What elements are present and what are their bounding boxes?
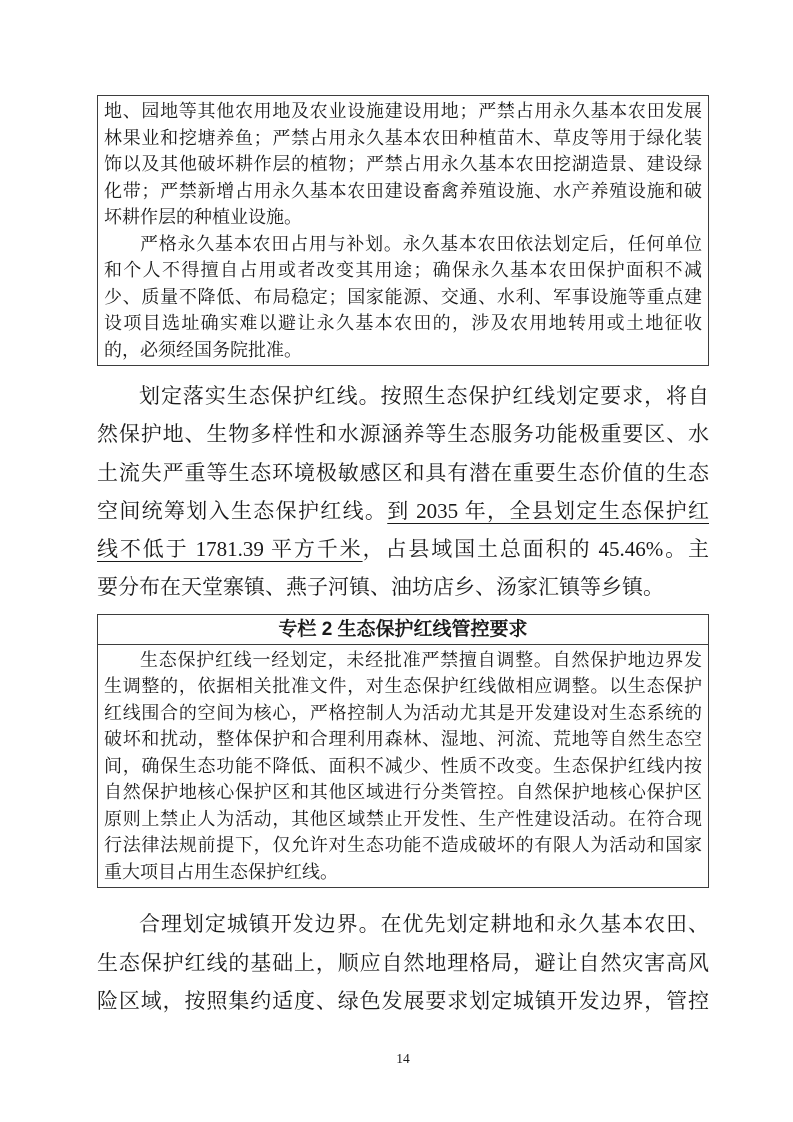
- text-segment: 间，确保生态功能不降低、面积不减少、性质不改变。生态保护红线内按: [104, 755, 702, 776]
- text-line: [104, 204, 702, 231]
- text-segment: 坏耕作层的种植业设施。: [104, 207, 302, 227]
- text-line: [97, 415, 709, 453]
- text-segment: 空间统筹划入生态保护红线。: [97, 498, 388, 523]
- eco-redline-control-box: [97, 614, 709, 889]
- text-line: [104, 284, 702, 311]
- text-line: [104, 806, 702, 833]
- underlined-text: 到 2035 年，全县划定生态保护红: [387, 498, 709, 523]
- text-segment: 和个人不得擅自占用或者改变其用途；确保永久基本农田保护面积不减: [104, 260, 702, 280]
- text-segment: 重大项目占用生态保护红线。: [104, 861, 338, 882]
- text-segment: 行法律法规前提下，仅允许对生态功能不造成破坏的有限人为活动和国家: [104, 835, 702, 856]
- text-segment: 要分布在天堂寨镇、燕子河镇、油坊店乡、汤家汇镇等乡镇。: [97, 575, 664, 600]
- text-line: [97, 944, 709, 982]
- text-segment: 红线围合的空间为核心，严格控制人为活动尤其是开发建设对生态系统的: [104, 702, 702, 723]
- text-segment: 林果业和挖塘养鱼；严禁占用永久基本农田种植苗木、草皮等用于绿化装: [104, 127, 702, 148]
- text-line: [104, 310, 702, 337]
- urban-boundary-paragraph: [97, 905, 709, 1020]
- box1-paragraph-2: [104, 231, 702, 364]
- text-line: [104, 231, 702, 258]
- text-segment: ，占县域国土总面积的 45.46%。主: [362, 537, 710, 562]
- text-segment: 土流失严重等生态环境极敏感区和具有潜在重要生态价值的生态: [97, 460, 709, 485]
- text-segment: 地、园地等其他农用地及农业设施建设用地；严禁占用永久基本农田发展: [104, 101, 702, 121]
- text-segment: 化带；严禁新增占用永久基本农田建设畜禽养殖设施、水产养殖设施和破: [104, 180, 702, 201]
- text-segment: 生态保护红线的基础上，顺应自然地理格局，避让自然灾害高风: [97, 950, 709, 975]
- text-line: [104, 753, 702, 780]
- text-segment: 饰以及其他破坏耕作层的植物；严禁占用永久基本农田挖湖造景、建设绿: [104, 154, 702, 174]
- text-line: [97, 982, 709, 1020]
- text-line: [104, 178, 702, 205]
- text-line: [104, 257, 702, 284]
- text-line: [97, 377, 709, 415]
- text-segment: 严格永久基本农田占用与补划。永久基本农田依法划定后，任何单位: [140, 233, 702, 254]
- box1-paragraph-1: [104, 98, 702, 231]
- box2-title: 专栏 2 生态保护红线管控要求: [98, 615, 708, 645]
- text-segment: 设项目选址确实难以避让永久基本农田的，涉及农用地转用或土地征收: [104, 313, 702, 333]
- text-line: [104, 726, 702, 753]
- text-segment: 险区域，按照集约适度、绿色发展要求划定城镇开发边界，管控: [97, 988, 709, 1013]
- text-line: [104, 779, 702, 806]
- underlined-text: 线不低于 1781.39 平方千米: [97, 537, 363, 562]
- text-segment: 自然保护地核心保护区和其他区域进行分类管控。自然保护地核心保护区: [104, 782, 702, 803]
- text-line: [104, 125, 702, 152]
- page-number: 14: [396, 1051, 410, 1067]
- text-line: [104, 673, 702, 700]
- text-line: [97, 454, 709, 492]
- text-segment: 的，必须经国务院批准。: [104, 339, 302, 360]
- text-line: [104, 700, 702, 727]
- text-line: [97, 492, 709, 530]
- text-segment: 生态保护红线一经划定，未经批准严禁擅自调整。自然保护地边界发: [140, 649, 702, 670]
- text-segment: 合理划定城镇开发边界。在优先划定耕地和永久基本农田、: [139, 912, 709, 937]
- text-line: [104, 832, 702, 859]
- permanent-farmland-rules-box: [97, 95, 709, 366]
- text-line: [104, 647, 702, 674]
- text-segment: 然保护地、生物多样性和水源涵养等生态服务功能极重要区、水: [97, 422, 709, 447]
- text-line: [104, 859, 702, 886]
- text-segment: 破坏和扰动，整体保护和合理利用森林、湿地、河流、荒地等自然生态空: [104, 729, 702, 750]
- box2-body: [98, 645, 708, 888]
- text-segment: 生调整的，依据相关批准文件，对生态保护红线做相应调整。以生态保护: [104, 676, 702, 697]
- text-line: [104, 151, 702, 178]
- text-line: [97, 530, 709, 568]
- text-line: [104, 337, 702, 364]
- text-line: [97, 905, 709, 943]
- text-line: [104, 98, 702, 125]
- text-segment: 原则上禁止人为活动，其他区域禁止开发性、生产性建设活动。在符合现: [104, 808, 702, 829]
- text-segment: 划定落实生态保护红线。按照生态保护红线划定要求，将自: [139, 384, 709, 408]
- eco-redline-paragraph: [97, 377, 709, 607]
- text-segment: 少、质量不降低、布局稳定；国家能源、交通、水利、军事设施等重点建: [104, 286, 702, 307]
- text-line: [97, 568, 709, 606]
